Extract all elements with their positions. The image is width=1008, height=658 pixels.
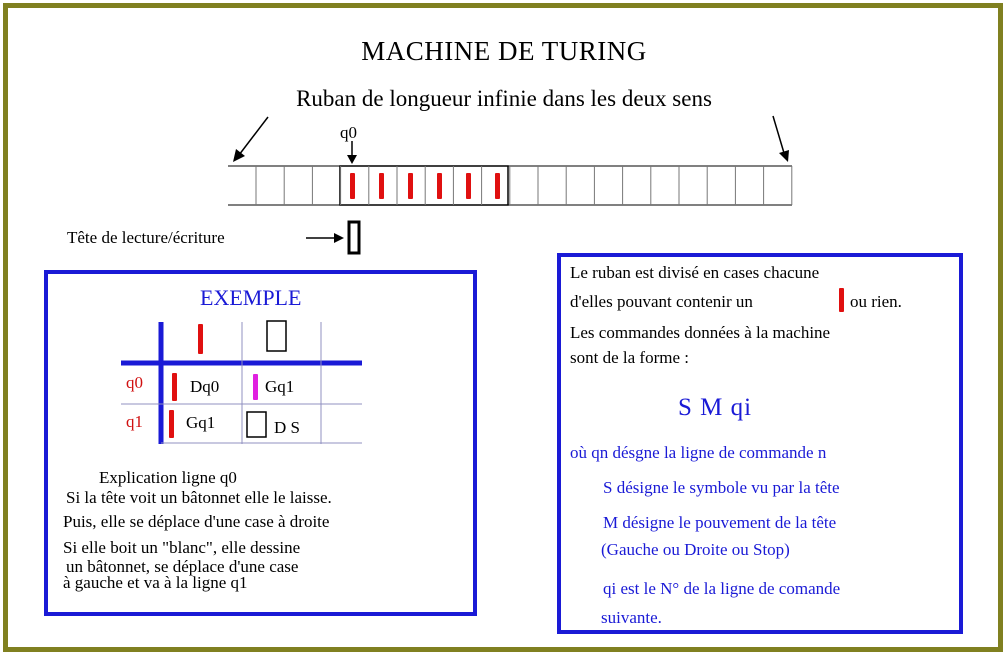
definition-m: M désigne le pouvement de la tête	[603, 513, 837, 532]
row-q0-cell2: Gq1	[265, 377, 295, 396]
definition-s: S désigne le symbole vu par la tête	[603, 478, 840, 497]
info-line: sont de la forme :	[570, 348, 689, 367]
command-formula: S M qi	[678, 394, 753, 421]
info-line: Les commandes données à la machine	[570, 323, 831, 342]
row-q0-state: q0	[126, 373, 143, 392]
info-line: Le ruban est divisé en cases chacune	[570, 263, 820, 282]
explanation-line: Si la tête voit un bâtonnet elle le laisse.	[66, 488, 332, 507]
page-title: MACHINE DE TURING	[361, 36, 647, 66]
explanation-heading: Explication ligne q0	[99, 468, 237, 487]
page-subtitle: Ruban de longueur infinie dans les deux sens	[296, 86, 712, 111]
definition-qi-cont: suivante.	[601, 608, 662, 627]
definition-qi: qi est le N° de la ligne de comande	[603, 579, 841, 598]
explanation-line: Si elle boit un "blanc", elle dessine	[63, 538, 301, 557]
definition-m-detail: (Gauche ou Droite ou Stop)	[601, 540, 790, 559]
explanation-line: à gauche et va à la ligne q1	[63, 573, 248, 592]
explanation-line: Puis, elle se déplace d'une case à droite	[63, 512, 330, 531]
row-q1-cell2: D S	[274, 418, 300, 437]
head-label: Tête de lecture/écriture	[67, 228, 225, 247]
definition-qn: où qn désgne la ligne de commande n	[570, 443, 827, 462]
row-q1-state: q1	[126, 412, 143, 431]
info-line: d'elles pouvant contenir un	[570, 292, 753, 311]
example-title: EXEMPLE	[200, 285, 302, 310]
info-stick-symbol	[839, 288, 844, 312]
explanation-line: un bâtonnet, se déplace d'une case	[66, 557, 299, 576]
row-q0-cell1: Dq0	[190, 377, 220, 396]
info-line: ou rien.	[850, 292, 902, 311]
tape-head-state-label: q0	[340, 123, 357, 142]
row-q1-cell1: Gq1	[186, 413, 216, 432]
